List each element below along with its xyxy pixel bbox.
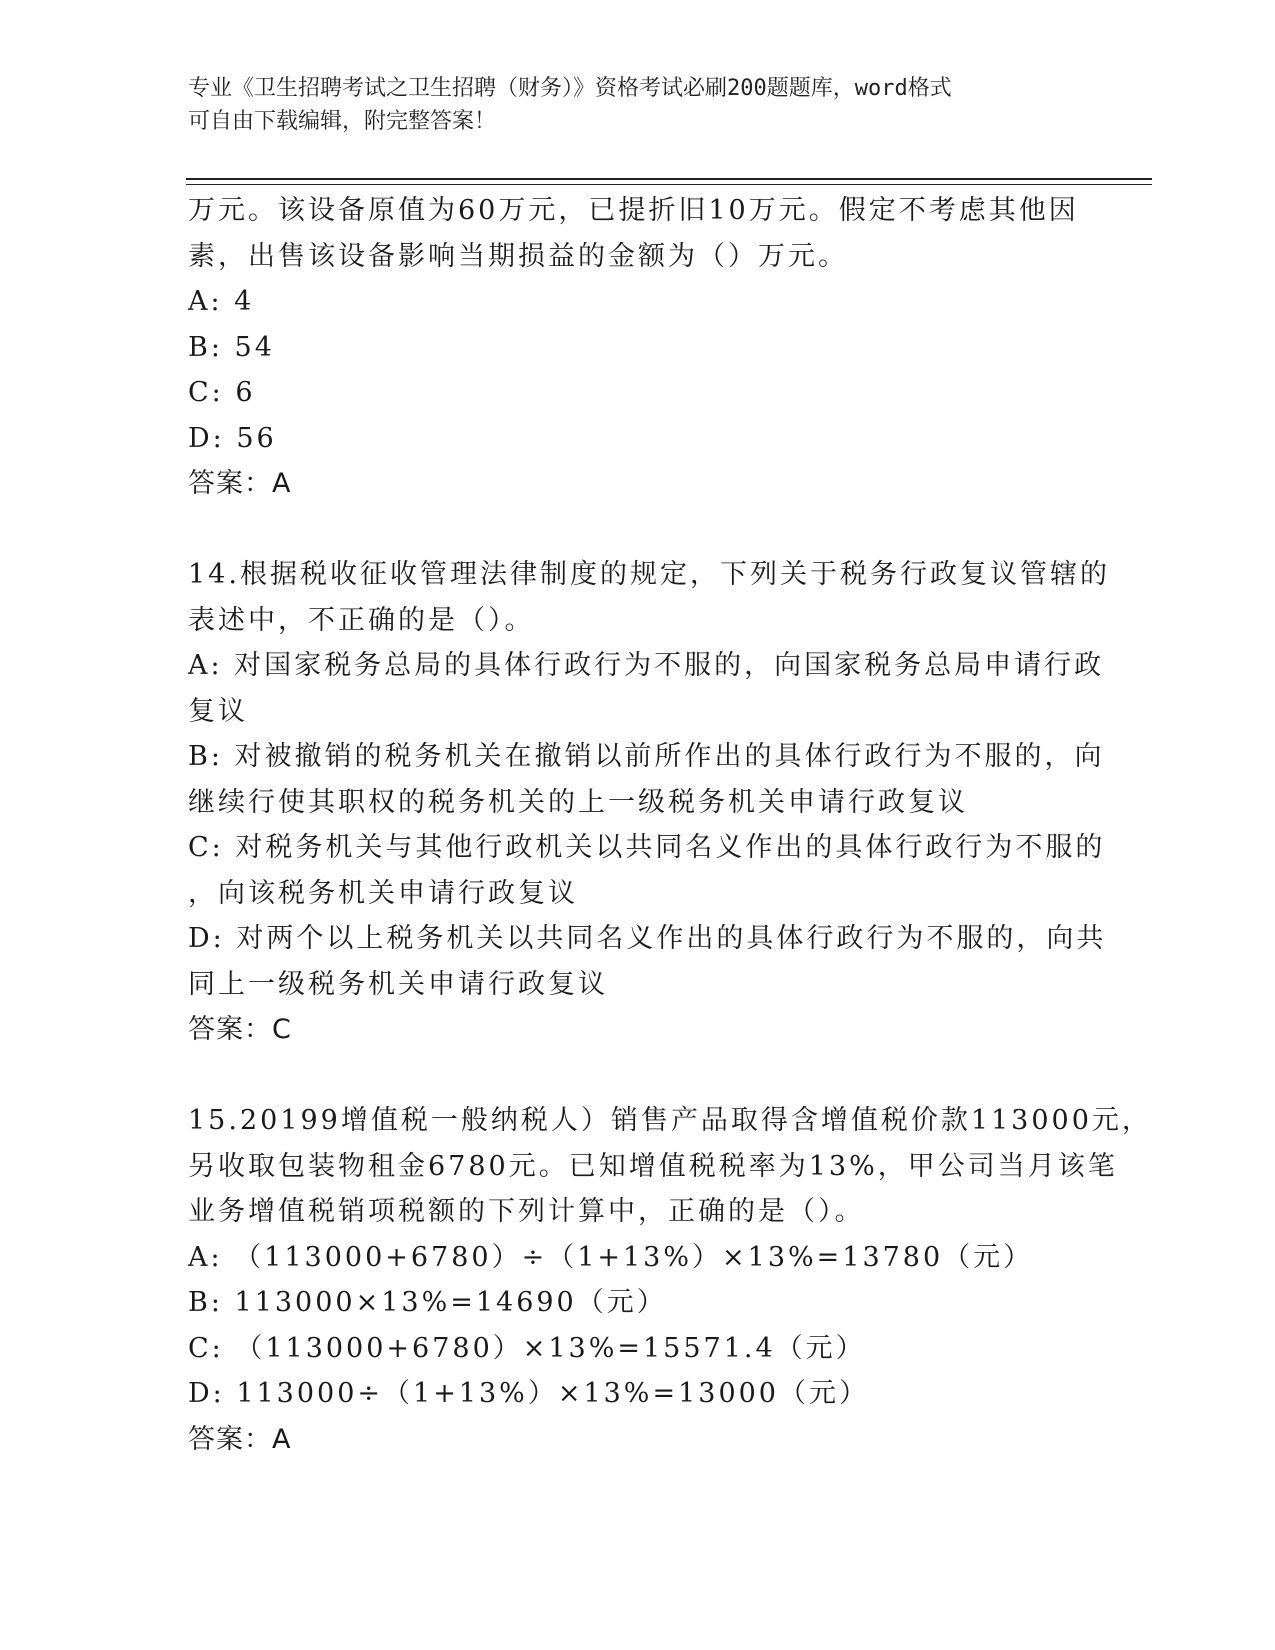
option-b: B: 113000×13%=14690（元） — [188, 1287, 667, 1318]
option-c: C: （113000+6780）×13%=15571.4（元） — [188, 1332, 866, 1364]
option-d: D: 113000÷（1+13%）×13%=13000（元） — [188, 1378, 869, 1409]
answer: 答案：A — [188, 1423, 292, 1455]
option-a: A: 对国家税务总局的具体行政行为不服的，向国家税务总局申请行政 — [188, 650, 1105, 681]
option-a: A: （113000+6780）÷（1+13%）×13%=13780（元） — [188, 1241, 1034, 1273]
header-line-1: 专业《卫生招聘考试之卫生招聘（财务）》资格考试必刷200题题库，word格式 — [188, 76, 952, 101]
question-stem: 业务增值税销项税额的下列计算中，正确的是（）。 — [188, 1196, 865, 1227]
option-b: B: 54 — [188, 331, 275, 363]
option-a-cont: 复议 — [188, 695, 248, 727]
question-stem: 素，出售该设备影响当期损益的金额为（）万元。 — [188, 240, 848, 272]
header-rule-thin — [186, 184, 1152, 185]
option-c: C: 6 — [188, 377, 256, 408]
question-13 — [188, 188, 1088, 507]
header-rule-thick — [186, 178, 1152, 180]
option-d-cont: 同上一级税务机关申请行政复议 — [188, 968, 608, 1000]
answer: 答案：C — [188, 1014, 292, 1045]
option-b: B: 对被撤销的税务机关在撤销以前所作出的具体行政行为不服的，向 — [188, 741, 1105, 772]
header-line-2: 可自由下载编辑，附完整答案！ — [188, 109, 497, 134]
question-stem: 14.根据税收征收管理法律制度的规定，下列关于税务行政复议管辖的 — [188, 559, 1110, 590]
question-stem: 万元。该设备原值为60万元，已提折旧10万元。假定不考虑其他因 — [188, 195, 1079, 226]
page-header — [188, 72, 1088, 138]
document-body — [188, 188, 1152, 1462]
question-stem: 15.20199增值税一般纳税人）销售产品取得含增值税价款113000元， — [188, 1105, 1152, 1136]
question-stem: 另收取包装物租金6780元。已知增值税税率为13%，甲公司当月该笔 — [188, 1150, 1118, 1182]
option-d: D: 对两个以上税务机关以共同名义作出的具体行政行为不服的，向共 — [188, 923, 1107, 954]
question-14 — [188, 552, 1110, 1053]
option-d: D: 56 — [188, 422, 277, 454]
answer: 答案：A — [188, 468, 292, 499]
option-c-cont: ，向该税务机关申请行政复议 — [188, 877, 578, 909]
question-15 — [188, 1098, 1152, 1462]
option-b-cont: 继续行使其职权的税务机关的上一级税务机关申请行政复议 — [188, 786, 968, 818]
option-a: A: 4 — [188, 286, 255, 317]
question-stem: 表述中，不正确的是（）。 — [188, 604, 535, 636]
option-c: C: 对税务机关与其他行政机关以共同名义作出的具体行政行为不服的 — [188, 832, 1106, 863]
